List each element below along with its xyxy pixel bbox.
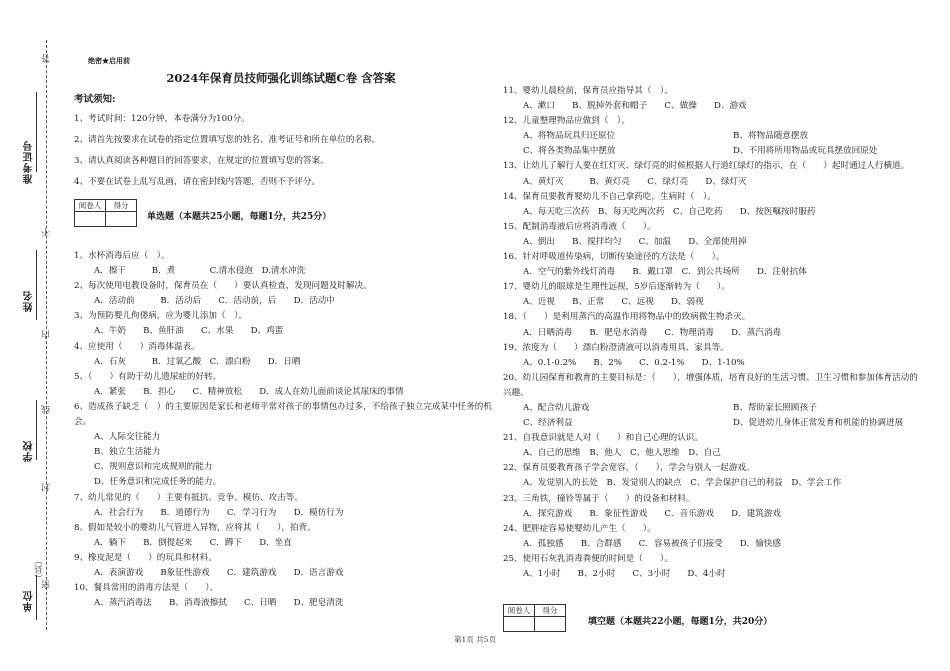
score-table-score: 得分 xyxy=(106,200,137,212)
question-options: A、0.1-0.2% B、2% C、0.2-1% D、1-10% xyxy=(523,357,745,368)
region-label: （县） xyxy=(35,556,45,583)
notice-item: 3、请认真阅读各种题目的回答要求，在规定的位置填写您的答案。 xyxy=(74,156,329,166)
question-text: 18、（ ）是利用蒸汽的高温作用将物品中的致病微生物杀灭。 xyxy=(503,312,751,323)
question-item xyxy=(503,371,923,431)
question-item xyxy=(74,521,494,551)
question-text: 6、造成孩子缺乏（ ）的主要原因是家长和老师平常对孩子的事情包办过多，不给孩子独立完成某中任务的机会。 xyxy=(74,401,492,428)
question-options: C、规则意识和完成规则的能力 xyxy=(94,462,213,473)
question-item xyxy=(503,280,923,310)
section2-header xyxy=(503,604,923,632)
question-item xyxy=(74,370,494,400)
question-options: A、蒸汽消毒法 B、消毒液擦拭 C、日晒 D、肥皂清洗 xyxy=(94,598,344,609)
question-item xyxy=(503,84,923,114)
question-options xyxy=(503,129,923,144)
question-text: 7、幼儿常见的（ ）主要有抵抗、竞争、模仿、攻击等。 xyxy=(74,492,303,503)
question-options: A．表演游戏 B象征性游戏 C．建筑游戏 D．语言游戏 xyxy=(94,567,344,578)
seal-mark-4: 线 xyxy=(42,405,52,414)
score-cell[interactable] xyxy=(535,617,566,632)
page-footer: 第1页 共5页 xyxy=(454,635,496,644)
secret-mark: 绝密★启用前 xyxy=(88,56,130,65)
question-text: 10、餐具常用的消毒方法是（ ）。 xyxy=(74,583,219,594)
score-table-grader: 阅卷人 xyxy=(504,605,535,617)
question-options: A、漱口 B、脱掉外套和帽子 C、做操 D、游戏 xyxy=(523,101,747,112)
question-options: A、每天吃三次药 B、每天吃两次药 C、自己吃药 D、按医嘱按时服药 xyxy=(523,206,816,217)
seal-mark-1: 答 xyxy=(42,54,52,63)
question-text: 3、为预防婴儿佝偻病，应为婴儿添加（ ）。 xyxy=(74,311,248,322)
option-choice[interactable]: A、配合幼儿游戏 xyxy=(523,402,590,413)
question-text: 17、婴幼儿的眼球是生理性远视，5岁后逐渐转为（ ）。 xyxy=(503,282,730,293)
notice-item: 2、请首先按要求在试卷的指定位置填写您的姓名、准考证号和所在单位的名称。 xyxy=(74,135,381,145)
seal-mark-5: 封 xyxy=(42,483,52,492)
section1-header xyxy=(74,199,494,227)
question-options: A、发觉别人的长处 B、发觉别人的缺点 C、学会保护自己的利益 D、学会工作 xyxy=(523,478,842,489)
section2-title: 填空题（本题共22小题，每题1分，共20分） xyxy=(588,617,773,627)
question-item xyxy=(74,309,494,339)
question-options: A．探究游戏 B．象征性游戏 C．音乐游戏 D．建筑游戏 xyxy=(523,508,782,519)
question-item xyxy=(503,522,923,552)
notice-heading: 考试须知: xyxy=(74,94,116,105)
question-item xyxy=(74,400,494,491)
question-text: 25、使用石灰乳消毒粪便的时间是（ ）。 xyxy=(503,553,673,564)
unit-line[interactable] xyxy=(36,575,37,620)
question-options xyxy=(503,401,923,416)
seal-mark-6: 密 xyxy=(42,580,52,589)
question-options: A．紧张 B．担心 C．精神放松 D．成人在幼儿面前谈论其尿床的事情 xyxy=(94,386,404,397)
question-options: A、1小时 B、2小时 C、3小时 D、4小时 xyxy=(523,569,726,579)
page-title: 2024年保育员技师强化训练试题C卷 含答案 xyxy=(166,71,396,85)
question-item xyxy=(503,190,923,220)
question-text: 4、应使用（ ）消毒体温表。 xyxy=(74,341,200,352)
score-table-1 xyxy=(74,199,137,227)
question-options: A．躺下 B．倒提起来 C．蹲下 D．坐直 xyxy=(94,537,292,548)
school-label: 学校 xyxy=(24,440,35,462)
question-item xyxy=(503,250,923,280)
seal-mark-3: 内 xyxy=(42,330,52,339)
question-options: A、黄灯灭 B、黄灯亮 C、绿灯亮 D、绿灯灭 xyxy=(523,176,747,187)
option-choice[interactable]: C、经济利益 xyxy=(523,418,573,429)
option-choice[interactable]: C、将各类物品集中摆放 xyxy=(523,146,616,157)
question-text: 2、每次使用电教设备时，保育员在（ ）要认真检查，发现问题及时解决。 xyxy=(74,281,372,292)
question-item xyxy=(503,159,923,189)
question-item xyxy=(74,551,494,581)
question-item xyxy=(74,249,494,279)
option-choice[interactable]: B、帮助家长照顾孩子 xyxy=(733,402,817,413)
name-line[interactable] xyxy=(36,250,37,320)
question-options: A．擦干 B．煮 C.清水侵泡 D.清水冲洗 xyxy=(94,266,306,277)
section1-title: 单选题（本题共25小题，每题1分，共25分） xyxy=(147,211,332,222)
question-text: 19、浓度为（ ）漂白粉澄清液可以消毒用具、家具等。 xyxy=(503,342,729,353)
score-cell[interactable] xyxy=(106,212,137,227)
option-choice[interactable]: B、将物品随意摆放 xyxy=(733,131,809,142)
question-text: 12、儿童整理物品应做到（ ）。 xyxy=(503,116,630,127)
notice-item: 1、考试时间：120分钟，本卷满分为100分。 xyxy=(74,114,250,124)
question-options: A、牛奶 B、鱼肝油 C、水果 D、鸡蛋 xyxy=(94,326,284,337)
question-item xyxy=(74,340,494,370)
question-options: A．活动前 B．活动后 C．活动前，后 D．活动中 xyxy=(94,296,335,307)
question-text: 24、肥胖症容易使婴幼儿产生（ ）。 xyxy=(503,523,656,534)
question-item xyxy=(74,581,494,611)
question-options xyxy=(503,144,923,159)
question-item xyxy=(503,431,923,461)
left-question-list xyxy=(74,249,494,611)
question-text: 8、假如是较小的婴幼儿气管进入异物，应将其（ ），拍背。 xyxy=(74,522,316,533)
question-options xyxy=(503,416,923,431)
left-column xyxy=(74,55,494,611)
question-options: A．社会行为 B．道德行为 C．学习行为 D．模仿行为 xyxy=(94,507,344,518)
seal-mark-2: 不 xyxy=(42,228,52,237)
question-item xyxy=(74,491,494,521)
question-options: D、任务意识和完成任务的能力。 xyxy=(94,477,222,488)
question-item xyxy=(503,310,923,340)
right-question-list xyxy=(503,84,923,582)
question-item xyxy=(503,461,923,491)
question-text: 21、自我意识就是人对（ ）和自己心理的认识。 xyxy=(503,433,703,444)
exam-no-line[interactable] xyxy=(36,92,37,172)
unit-label: 单位 xyxy=(24,590,35,612)
question-text: 15、配制消毒液后应将消毒液（ ）。 xyxy=(503,221,656,232)
option-choice[interactable]: D、促进幼儿身体正常发育和机能的协调进展 xyxy=(733,418,904,429)
score-table-2 xyxy=(503,604,566,632)
notice-item: 4、不要在试卷上乱写乱画，请在密封线内答题，否则不予评分。 xyxy=(74,177,321,187)
question-options: A．石灰 B．过氧乙酸 C．漂白粉 D．日晒 xyxy=(94,356,301,367)
question-options: A、近视 B、正常 C、远视 D、弱视 xyxy=(523,297,704,308)
exam-no-label: 准考证号 xyxy=(24,140,35,184)
question-text: 22、保育员要教育孩子学会宽容，（ ），学会与别人一起游戏。 xyxy=(503,463,755,474)
question-text: 16、针对呼吸道传染病，切断传染途径的方法是（ ）。 xyxy=(503,252,725,263)
question-item xyxy=(503,492,923,522)
question-options: A、人际交往能力 xyxy=(94,432,161,443)
question-options: A．日晒消毒 B．肥皂水消毒 C．物理消毒 D．蒸汽消毒 xyxy=(523,327,782,338)
question-text: 1、水杯消毒后应（ ）。 xyxy=(74,251,170,261)
question-item xyxy=(503,220,923,250)
option-choice[interactable]: D、不用将所用物品或玩具摆放回原处 xyxy=(733,146,878,157)
question-item xyxy=(503,341,923,371)
question-text: 20、幼儿园保育和教育的主要目标是：（ ），增强体质，培育良好的生活习惯、卫生习惯和参加体育活动的兴趣。 xyxy=(503,372,918,398)
school-line[interactable] xyxy=(36,400,37,460)
question-item xyxy=(74,279,494,309)
question-options: A、倒出 B、搅拌均匀 C、加温 D、全部使用掉 xyxy=(523,236,747,247)
question-text: 11、婴幼儿晨检前，保育员应指导其（ ）。 xyxy=(503,86,673,96)
option-choice[interactable]: A、将物品玩具归还原位 xyxy=(523,131,616,142)
grader-cell[interactable] xyxy=(504,617,535,632)
grader-cell[interactable] xyxy=(75,212,106,227)
question-text: 9、橡皮泥是（ ）的玩具和材料。 xyxy=(74,552,217,563)
question-options: A、自己的思维 B、他人 C、他人思维 D、自己 xyxy=(523,448,721,459)
question-options: A．空气的紫外线灯消毒 B．戴口罩 C．到公共场所 D．注射抗体 xyxy=(523,267,807,278)
question-text: 14、保育员要教育婴幼儿不自己拿药吃，生病时（ ）。 xyxy=(503,191,716,202)
name-label: 姓名 xyxy=(24,290,35,312)
notice-list xyxy=(74,109,494,193)
score-table-score: 得分 xyxy=(535,605,566,617)
question-options: A．孤独感 B．合群感 C．容易被孩子们接受 D．愉快感 xyxy=(523,538,782,549)
score-table-grader: 阅卷人 xyxy=(75,200,106,212)
question-options: B、独立生活能力 xyxy=(94,447,161,458)
question-text: 13、让幼儿了解行人要在红灯灭、绿灯亮的时候根据人行道红绿灯的指示，在（ ）起时通过人行横道。 xyxy=(503,161,910,172)
question-item xyxy=(503,114,923,159)
right-column xyxy=(503,84,923,632)
question-text: 5、（ ）有助于幼儿遗尿症的好转。 xyxy=(74,371,222,382)
binding-strip xyxy=(0,0,60,671)
question-text: 23、三角铁，撞铃等属于（ ）的设备和材料。 xyxy=(503,493,695,504)
question-item xyxy=(503,552,923,582)
